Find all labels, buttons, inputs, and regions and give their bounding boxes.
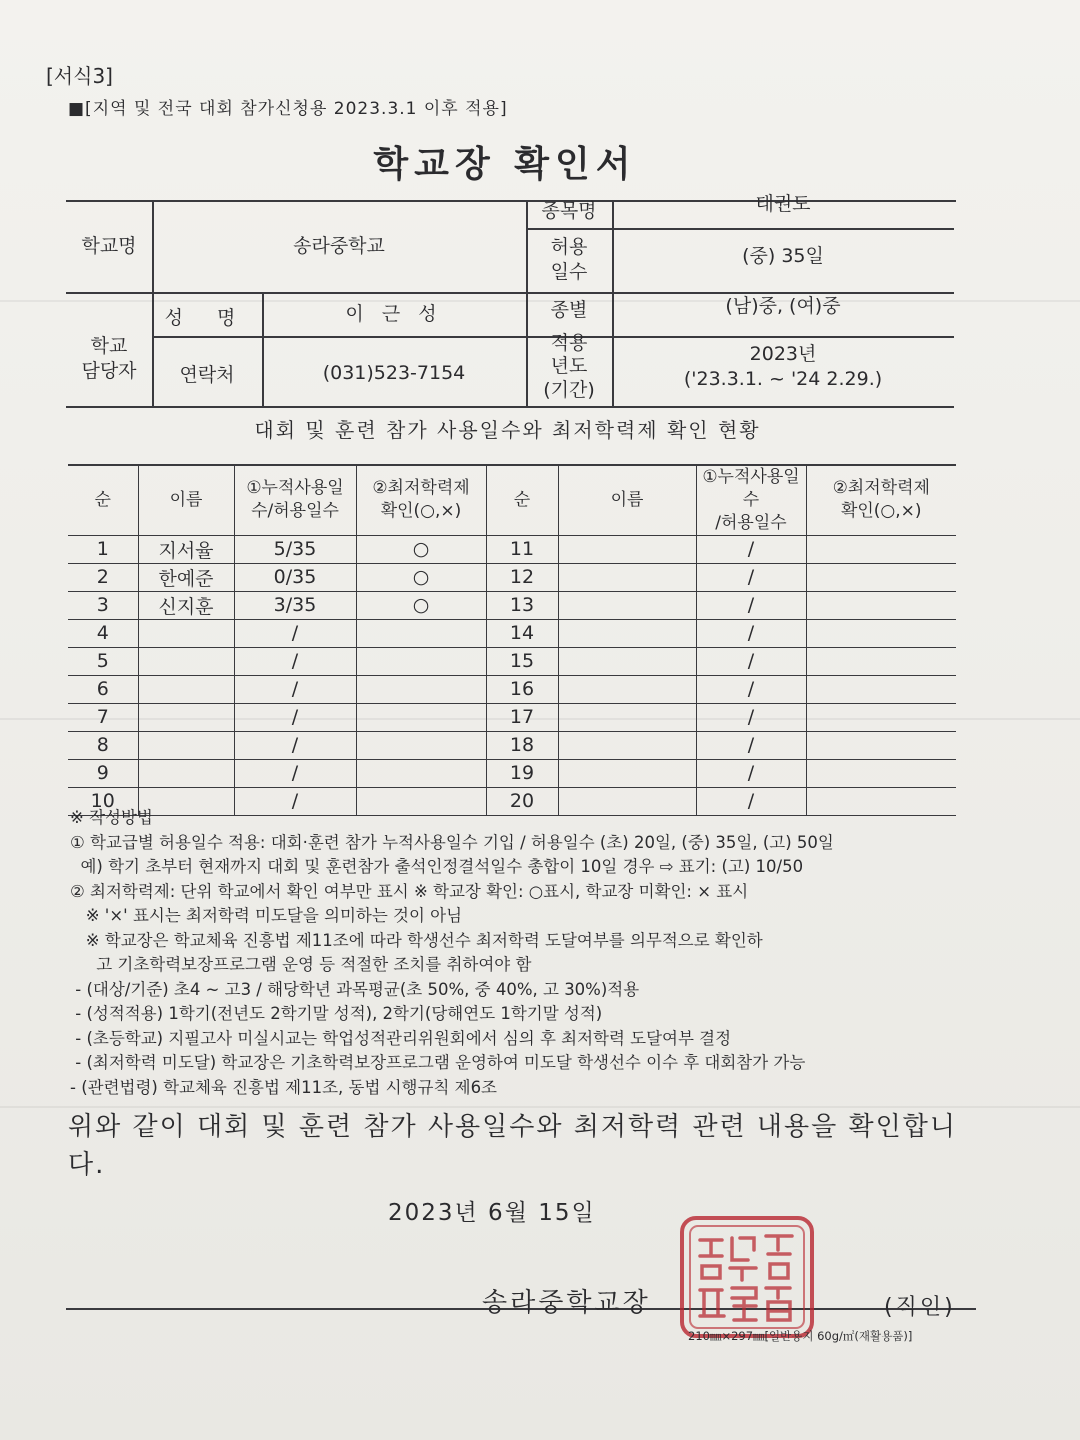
row-name bbox=[138, 731, 234, 759]
participants-section-title: 대회 및 훈련 참가 사용일수와 최저학력제 확인 현황 bbox=[254, 418, 761, 442]
row-days: / bbox=[234, 759, 356, 787]
table-row bbox=[68, 759, 956, 787]
row-days-right: / bbox=[696, 535, 806, 563]
row-no-right: 20 bbox=[486, 787, 558, 815]
document-title: 학교장 확인서 bbox=[373, 144, 637, 185]
issue-date: 2023년 6월 15일 bbox=[388, 1200, 596, 1226]
row-days-right: / bbox=[696, 591, 806, 619]
row-name-right bbox=[558, 703, 696, 731]
row-no: 6 bbox=[68, 675, 138, 703]
row-no-right: 13 bbox=[486, 591, 558, 619]
row-days-right: / bbox=[696, 619, 806, 647]
row-days: / bbox=[234, 647, 356, 675]
gender-label: 종별 bbox=[550, 298, 588, 321]
participants-table bbox=[68, 464, 956, 816]
row-academic-check-right bbox=[806, 703, 956, 731]
instruction-line: - (대상/기준) 초4 ~ 고3 / 해당학년 과목평균(초 50%, 중 40%, 고 30%)적용 bbox=[70, 979, 640, 999]
row-academic-check-right bbox=[806, 675, 956, 703]
row-days: / bbox=[234, 787, 356, 815]
row-name-right bbox=[558, 675, 696, 703]
instruction-line: ※ 학교장은 학교체육 진흥법 제11조에 따라 학생선수 최저학력 도달여부를 의무적으로 확인하 bbox=[70, 930, 763, 950]
col-header-academic: ②최저학력제 확인(○,×) bbox=[356, 465, 486, 535]
manager-name-label: 성 명 bbox=[164, 306, 250, 329]
period-value: 2023년 ('23.3.1. ~ '24 2.29.) bbox=[683, 343, 883, 390]
row-name-right bbox=[558, 647, 696, 675]
instruction-line: - (최저학력 미도달) 학교장은 기초학력보장프로그램 운영하여 미도달 학생선수 이수 후 대회참가 가능 bbox=[70, 1053, 806, 1072]
row-academic-check bbox=[356, 675, 486, 703]
row-name: 지서율 bbox=[138, 535, 234, 563]
row-academic-check-right bbox=[806, 535, 956, 563]
period-label: 적용 년도 (기간) bbox=[543, 332, 595, 401]
table-header-row bbox=[68, 465, 956, 535]
row-name-right bbox=[558, 619, 696, 647]
col-header-name: 이름 bbox=[138, 465, 234, 535]
row-academic-check-right bbox=[806, 731, 956, 759]
row-days-right: / bbox=[696, 647, 806, 675]
row-no-right: 11 bbox=[486, 535, 558, 563]
row-days: / bbox=[234, 731, 356, 759]
paper-spec: 210㎜×297㎜[일반용지 60g/㎡(재활용품)] bbox=[688, 1329, 913, 1343]
row-no-right: 15 bbox=[486, 647, 558, 675]
row-days: 0/35 bbox=[234, 563, 356, 591]
table-row bbox=[68, 535, 956, 563]
official-seal-note: (직인) bbox=[884, 1295, 956, 1320]
table-row bbox=[68, 703, 956, 731]
manager-name-value: 이 근 성 bbox=[345, 302, 443, 325]
row-academic-check-right bbox=[806, 591, 956, 619]
row-name-right bbox=[558, 731, 696, 759]
row-no-right: 12 bbox=[486, 563, 558, 591]
school-name-value: 송라중학교 bbox=[293, 234, 385, 257]
table-row bbox=[68, 563, 956, 591]
row-academic-check bbox=[356, 647, 486, 675]
row-no: 10 bbox=[68, 787, 138, 815]
row-days-right: / bbox=[696, 759, 806, 787]
row-name bbox=[138, 675, 234, 703]
row-academic-check bbox=[356, 731, 486, 759]
row-academic-check bbox=[356, 759, 486, 787]
table-row bbox=[68, 731, 956, 759]
row-no: 8 bbox=[68, 731, 138, 759]
row-days-right: / bbox=[696, 675, 806, 703]
row-days-right: / bbox=[696, 787, 806, 815]
row-days-right: / bbox=[696, 703, 806, 731]
instruction-line: ① 학교급별 허용일수 적용: 대회·훈련 참가 누적사용일수 기입 / 허용일수 (초) 20일, (중) 35일, (고) 50일 bbox=[70, 832, 834, 852]
row-name: 한예준 bbox=[138, 563, 234, 591]
row-no: 3 bbox=[68, 591, 138, 619]
school-seal-stamp bbox=[678, 1214, 816, 1340]
row-days: 5/35 bbox=[234, 535, 356, 563]
table-row bbox=[68, 675, 956, 703]
instruction-line: - (초등학교) 지필고사 미실시교는 학업성적관리위원회에서 심의 후 최저학력 도달여부 결정 bbox=[70, 1028, 732, 1048]
row-days-right: / bbox=[696, 563, 806, 591]
instruction-line: - (관련법령) 학교체육 진흥법 제11조, 동법 시행규칙 제6조 bbox=[70, 1077, 497, 1097]
row-academic-check-right bbox=[806, 563, 956, 591]
col-header-no-right: 순 bbox=[486, 465, 558, 535]
instruction-line: ※ 작성방법 bbox=[70, 808, 153, 827]
row-no: 5 bbox=[68, 647, 138, 675]
row-name-right bbox=[558, 563, 696, 591]
row-no-right: 18 bbox=[486, 731, 558, 759]
school-name-label: 학교명 bbox=[81, 234, 137, 257]
row-no: 1 bbox=[68, 535, 138, 563]
row-name-right bbox=[558, 535, 696, 563]
form-subtitle: ■[지역 및 전국 대회 참가신청용 2023.3.1 이후 적용] bbox=[68, 99, 508, 119]
row-no: 2 bbox=[68, 563, 138, 591]
row-days-right: / bbox=[696, 731, 806, 759]
row-no-right: 16 bbox=[486, 675, 558, 703]
table-row bbox=[68, 619, 956, 647]
row-days: / bbox=[234, 619, 356, 647]
confirmation-statement: 위와 같이 대회 및 훈련 참가 사용일수와 최저학력 관련 내용을 확인합니다. bbox=[68, 1112, 958, 1180]
row-academic-check-right bbox=[806, 647, 956, 675]
event-label: 종목명 bbox=[541, 199, 597, 222]
row-no-right: 19 bbox=[486, 759, 558, 787]
row-academic-check bbox=[356, 703, 486, 731]
col-header-academic-right: ②최저학력제 확인(○,×) bbox=[806, 465, 956, 535]
instruction-line: ② 최저학력제: 단위 학교에서 확인 여부만 표시 ※ 학교장 확인: ○표시, 학교장 미확인: × 표시 bbox=[70, 881, 749, 901]
instruction-line: ※ '×' 표시는 최저학력 미도달을 의미하는 것이 아님 bbox=[70, 906, 463, 925]
row-name-right bbox=[558, 759, 696, 787]
col-header-name-right: 이름 bbox=[558, 465, 696, 535]
row-academic-check bbox=[356, 619, 486, 647]
allowed-days-value: (중) 35일 bbox=[742, 244, 824, 267]
principal-signature: 송라중학교장 bbox=[482, 1288, 651, 1318]
row-no: 4 bbox=[68, 619, 138, 647]
row-no-right: 17 bbox=[486, 703, 558, 731]
row-academic-check-right bbox=[806, 759, 956, 787]
table-row bbox=[68, 647, 956, 675]
row-name-right bbox=[558, 591, 696, 619]
table-row bbox=[68, 591, 956, 619]
writing-instructions bbox=[70, 806, 990, 1100]
col-header-days-right: ①누적사용일수 /허용일수 bbox=[696, 465, 806, 535]
event-value: 태권도 bbox=[755, 192, 811, 215]
manager-label: 학교 담당자 bbox=[81, 335, 137, 382]
instruction-line: 고 기초학력보장프로그램 운영 등 적절한 조치를 취하여야 함 bbox=[70, 955, 532, 974]
row-days: 3/35 bbox=[234, 591, 356, 619]
row-name bbox=[138, 759, 234, 787]
row-days: / bbox=[234, 675, 356, 703]
row-academic-check: ○ bbox=[356, 591, 486, 619]
col-header-no: 순 bbox=[68, 465, 138, 535]
form-code: [서식3] bbox=[46, 64, 113, 88]
contact-label: 연락처 bbox=[179, 363, 235, 386]
allowed-days-label: 허용 일수 bbox=[550, 236, 588, 283]
row-academic-check: ○ bbox=[356, 563, 486, 591]
row-name bbox=[138, 703, 234, 731]
gender-value: (남)중, (여)중 bbox=[725, 294, 841, 317]
row-name bbox=[138, 647, 234, 675]
instruction-line: - (성적적용) 1학기(전년도 2학기말 성적), 2학기(당해연도 1학기말 성적) bbox=[70, 1004, 603, 1023]
row-name bbox=[138, 619, 234, 647]
row-academic-check: ○ bbox=[356, 535, 486, 563]
col-header-days: ①누적사용일 수/허용일수 bbox=[234, 465, 356, 535]
row-no-right: 14 bbox=[486, 619, 558, 647]
row-days: / bbox=[234, 703, 356, 731]
instruction-line: 예) 학기 초부터 현재까지 대회 및 훈련참가 출석인정결석일수 총합이 10일 경우 ⇨ 표기: (고) 10/50 bbox=[70, 857, 804, 876]
row-no: 9 bbox=[68, 759, 138, 787]
contact-value: (031)523-7154 bbox=[322, 361, 466, 384]
row-no: 7 bbox=[68, 703, 138, 731]
row-name: 신지훈 bbox=[138, 591, 234, 619]
row-academic-check-right bbox=[806, 619, 956, 647]
